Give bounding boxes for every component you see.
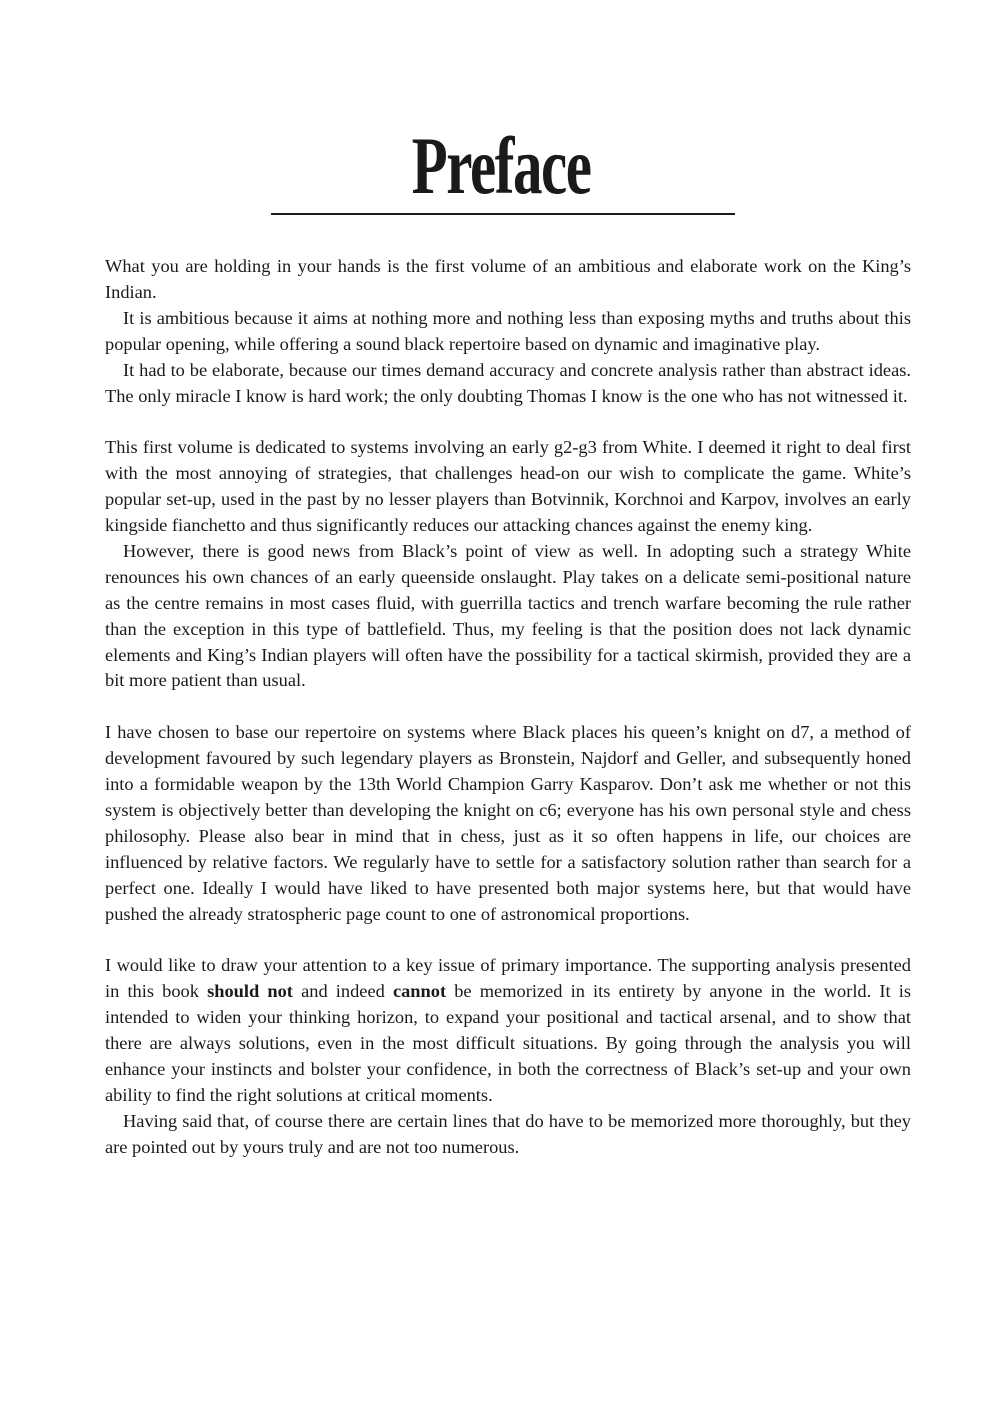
emphasis-should-not: should not — [207, 981, 293, 1002]
paragraph: Having said that, of course there are certain lines that do have to be memorized more thoroughly, but they are pointed out by yours truly and are not too numerous. — [105, 1110, 911, 1157]
paragraph: It is ambitious because it aims at nothing more and nothing less than exposing myths and truths about this popular opening, while offering a sound black repertoire based on dynamic and imaginative play. — [105, 307, 911, 354]
text-run: I would like to draw your attention to a key issue of primary importance. The supporting analysis presented in this book — [105, 955, 911, 1002]
page-title: Preface — [411, 120, 591, 211]
paragraph: This first volume is dedicated to systems involving an early g2-g3 from White. I deemed it right to deal first with the most annoying of strategies, that challenges head-on our wish to complicate the game. White’s popular set-up, used in the past by no lesser players than Botvinnik, Korchnoi and Karpov, involves an early kingside fianchetto and thus significantly reduces our attacking chances against the enemy king. — [105, 437, 911, 536]
paragraph: However, there is good news from Black’s point of view as well. In adopting such a strategy White renounces his own chances of an early queenside onslaught. Play takes on a delicate semi-positional nature as the centre remains in most cases fluid, with guerrilla tactics and trench warfare becoming the rule rather than the exception in this type of battlefield. Thus, my feeling is that the position does not lack dynamic elements and King’s Indian players will often have the possibility for a tactical skirmish, provided they are a bit more patient than usual. — [105, 540, 911, 691]
emphasis-cannot: cannot — [392, 981, 447, 1002]
paragraph: It had to be elaborate, because our times demand accuracy and concrete analysis rather than abstract ideas. The only miracle I know is hard work; the only doubting Thomas I know is the one who has not witnessed it. — [105, 359, 911, 406]
paragraph-with-emphasis — [105, 953, 911, 1108]
text-run: be memorized in its entirety by anyone in the world. It is intended to widen your thinking horizon, to expand your positional and tactical arsenal, and to show that there are always solutions, even in the most difficult situations. By going through the analysis you will enhance your instincts and bolster your confidence, in both the correctness of Black’s set-up and your own ability to find the right solutions at critical moments. — [105, 981, 912, 1105]
preface-body — [105, 254, 911, 1161]
text-run: and indeed — [292, 981, 393, 1002]
paragraph: I have chosen to base our repertoire on systems where Black places his queen’s knight on d7, a method of development favoured by such legendary players as Bronstein, Najdorf and Geller, and subsequently honed into a formidable weapon by the 13th World Champion Garry Kasparov. Don’t ask me whether or not this system is objectively better than developing the knight on c6; everyone has his own personal style and chess philosophy. Please also bear in mind that in chess, just as it so often happens in life, our choices are influenced by relative factors. We regularly have to settle for a satisfactory solution rather than search for a perfect one. Ideally I would have liked to have presented both major systems here, but that would have pushed the already stratospheric page count to one of astronomical proportions. — [105, 722, 911, 924]
paragraph: What you are holding in your hands is the first volume of an ambitious and elaborate work on the King’s Indian. — [105, 256, 911, 302]
title-underline — [271, 213, 735, 215]
